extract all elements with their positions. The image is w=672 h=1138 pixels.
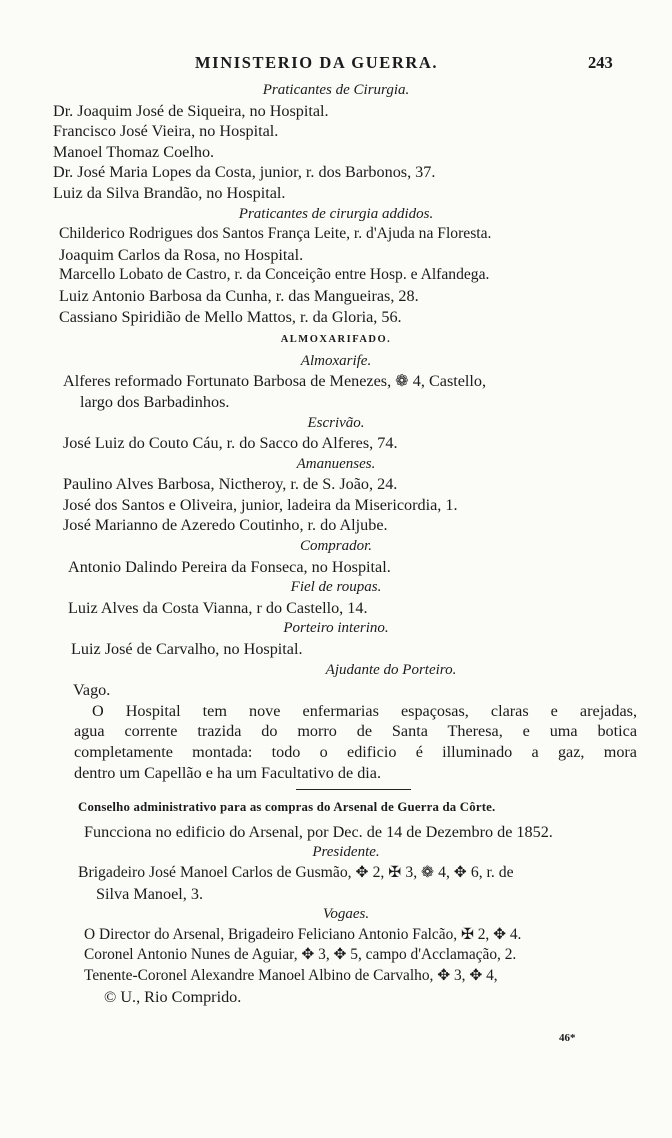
entry-line: Marcello Lobato de Castro, r. da Conceição entre Hosp. e Alfandega.	[59, 266, 490, 284]
entry-line: Paulino Alves Barbosa, Nictheroy, r. de S. João, 24.	[63, 475, 398, 494]
signature-mark: 46*	[559, 1032, 576, 1044]
entry-line: Vago.	[73, 681, 111, 700]
paragraph-line: O Hospital tem nove enfermarias espaçosas, claras e arejadas,	[92, 701, 637, 720]
entry-line: Dr. Joaquim José de Siqueira, no Hospital.	[53, 101, 329, 120]
entry-line: Alferes reformado Fortunato Barbosa de Menezes, ❁ 4, Castello,	[63, 372, 487, 391]
section-heading-addidos: Praticantes de cirurgia addidos.	[238, 205, 434, 222]
entry-line: Luiz da Silva Brandão, no Hospital.	[53, 183, 286, 202]
subheading-presidente: Presidente.	[312, 844, 380, 861]
running-header	[0, 53, 672, 79]
paragraph-line: agua corrente trazida do morro de Santa Theresa, e uma botica	[74, 722, 637, 741]
subheading-comprador: Comprador.	[299, 538, 373, 555]
entry-line: Childerico Rodrigues dos Santos França Leite, r. d'Ajuda na Floresta.	[59, 225, 492, 243]
subheading-fiel-de-roupas: Fiel de roupas.	[290, 579, 382, 596]
section-heading-conselho: Conselho administrativo para as compras do Arsenal de Guerra da Côrte.	[78, 800, 496, 815]
entry-line: Manoel Thomaz Coelho.	[53, 142, 215, 161]
entry-line: Luiz José de Carvalho, no Hospital.	[71, 640, 303, 659]
section-heading-almoxarifado: ALMOXARIFADO.	[280, 334, 392, 346]
subheading-amanuenses: Amanuenses.	[296, 455, 376, 472]
subheading-vogaes: Vogaes.	[322, 906, 370, 923]
entry-line: Joaquim Carlos da Rosa, no Hospital.	[59, 245, 304, 264]
entry-line: Luiz Alves da Costa Vianna, r do Castello, 14.	[68, 598, 368, 617]
entry-line: Francisco José Vieira, no Hospital.	[53, 122, 279, 141]
entry-line: Funcciona no edificio do Arsenal, por Dec. de 14 de Dezembro de 1852.	[84, 822, 553, 841]
entry-line: José Luiz do Couto Cáu, r. do Sacco do Alferes, 74.	[63, 434, 398, 453]
page-number: 243	[588, 53, 613, 72]
entry-line: Tenente-Coronel Alexandre Manoel Albino de Carvalho, ✥ 3, ✥ 4,	[84, 966, 498, 984]
subheading-porteiro-interino: Porteiro interino.	[283, 620, 389, 637]
subheading-escrivao: Escrivão.	[307, 414, 365, 431]
subheading-ajudante-do-porteiro: Ajudante do Porteiro.	[325, 661, 457, 678]
entry-line: Cassiano Spiridião de Mello Mattos, r. da Gloria, 56.	[59, 307, 402, 326]
paragraph-line: dentro um Capellão e ha um Facultativo de dia.	[74, 763, 382, 782]
section-heading-praticantes: Praticantes de Cirurgia.	[262, 82, 410, 98]
entry-line: José Marianno de Azeredo Coutinho, r. do Aljube.	[63, 516, 388, 535]
entry-line: Dr. José Maria Lopes da Costa, junior, r. dos Barbonos, 37.	[53, 163, 436, 182]
entry-line: Coronel Antonio Nunes de Aguiar, ✥ 3, ✥ 5, campo d'Acclamação, 2.	[84, 946, 517, 964]
running-title: MINISTERIO DA GUERRA.	[195, 53, 439, 72]
entry-line: O Director do Arsenal, Brigadeiro Feliciano Antonio Falcão, ✠ 2, ✥ 4.	[84, 925, 522, 943]
section-divider	[0, 783, 672, 797]
entry-line: Brigadeiro José Manoel Carlos de Gusmão, ✥ 2, ✠ 3, ❁ 4, ✥ 6, r. de	[78, 863, 514, 881]
entry-continuation: Silva Manoel, 3.	[96, 884, 204, 903]
entry-line: Luiz Antonio Barbosa da Cunha, r. das Mangueiras, 28.	[59, 286, 419, 305]
entry-continuation: largo dos Barbadinhos.	[80, 392, 230, 411]
entry-line: José dos Santos e Oliveira, junior, ladeira da Misericordia, 1.	[63, 495, 458, 514]
entry-line: Antonio Dalindo Pereira da Fonseca, no Hospital.	[68, 557, 391, 576]
paragraph-line: completamente montada: todo o edificio é illuminado a gaz, mora	[74, 743, 637, 761]
entry-continuation: © U., Rio Comprido.	[104, 987, 242, 1006]
page-body	[0, 80, 672, 1007]
subheading-almoxarife: Almoxarife.	[300, 352, 372, 369]
